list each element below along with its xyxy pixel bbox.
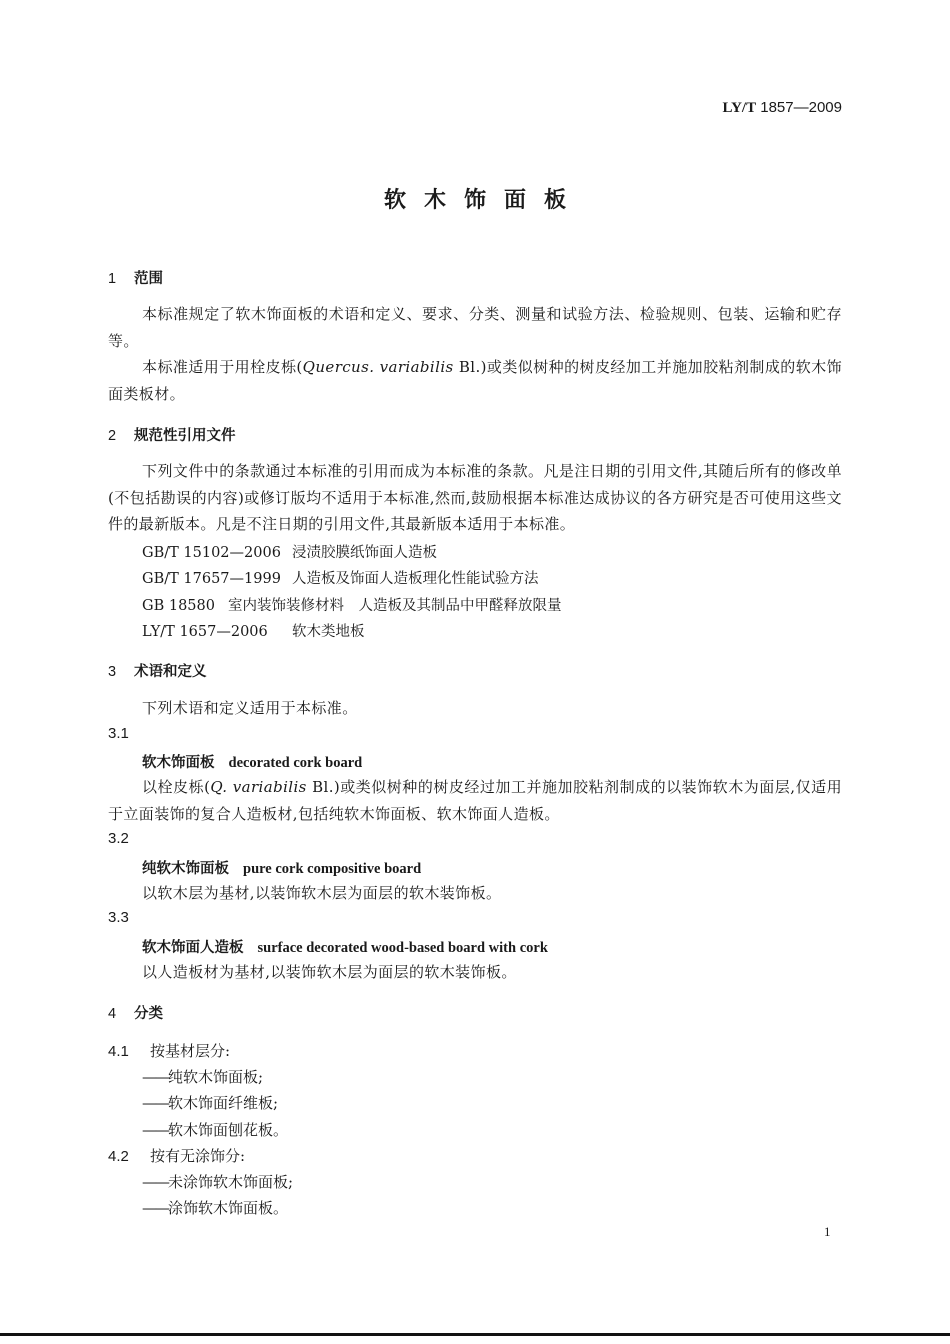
list-item	[142, 1092, 278, 1113]
list-item-text: 软木饰面刨花板。	[168, 1121, 289, 1139]
section-title: 术语和定义	[134, 664, 207, 680]
reference-title: 浸渍胶膜纸饰面人造板	[292, 545, 437, 561]
reference-code: GB 18580	[142, 598, 215, 614]
term-heading	[142, 857, 421, 878]
document-title: 软木饰面板	[383, 188, 584, 213]
reference-item	[142, 541, 437, 562]
list-item	[142, 1171, 293, 1192]
standard-code-prefix: LY/T	[722, 100, 757, 116]
section-1-paragraph-2	[108, 354, 842, 407]
classification-heading	[108, 1145, 245, 1166]
term-en: surface decorated wood-based board with cork	[257, 940, 548, 956]
section-1-paragraph-1: 本标准规定了软木饰面板的术语和定义、要求、分类、测量和试验方法、检验规则、包装、运输和贮存等。	[108, 305, 842, 350]
section-number: 1	[108, 271, 117, 287]
reference-code: GB/T 15102—2006	[142, 545, 281, 561]
section-3-intro: 下列术语和定义适用于本标准。	[142, 699, 358, 717]
term-definition	[108, 774, 842, 827]
list-item-text: 未涂饰软木饰面板;	[168, 1173, 294, 1191]
classification-number: 4.2	[108, 1148, 129, 1165]
dash-mark: ——	[142, 1068, 168, 1086]
page-number: 1	[824, 1224, 831, 1239]
section-3-heading	[108, 660, 207, 681]
term-definition: 以软木层为基材,以装饰软木层为面层的软木装饰板。	[142, 884, 502, 902]
section-1-heading	[108, 267, 163, 288]
reference-code: GB/T 17657—1999	[142, 571, 281, 587]
text-run: Bl.)或类似树种的树皮经过加工并施加胶粘剂制成的以装饰软木为面层,仅适用于立面装饰的复合人造板材,包括纯软木饰面板、软木饰面人造板。	[108, 778, 843, 823]
list-item-text: 纯软木饰面板;	[168, 1068, 264, 1086]
list-item-text: 涂饰软木饰面板。	[168, 1199, 289, 1217]
standard-code-number: 1857—2009	[760, 99, 842, 116]
dash-mark: ——	[142, 1121, 168, 1139]
reference-item	[142, 567, 539, 588]
section-4-heading	[108, 1002, 163, 1023]
section-number: 2	[108, 428, 117, 444]
section-number: 3	[108, 664, 117, 680]
text-run: 本标准适用于用栓皮栎(	[142, 358, 303, 376]
classification-label: 按有无涂饰分:	[150, 1147, 246, 1165]
section-title: 分类	[134, 1006, 163, 1022]
term-zh: 软木饰面人造板	[142, 940, 244, 956]
term-heading	[142, 751, 362, 772]
reference-code: LY/T 1657—2006	[142, 624, 268, 640]
term-zh: 纯软木饰面板	[142, 861, 229, 877]
section-title: 范围	[134, 271, 163, 287]
latin-name: Quercus. variabilis	[302, 358, 454, 376]
bottom-border	[0, 1333, 950, 1336]
section-2-paragraph: 下列文件中的条款通过本标准的引用而成为本标准的条款。凡是注日期的引用文件,其随后所有的修改单(不包括勘误的内容)或修订版均不适用于本标准,然而,鼓励根据本标准达成协议的各方研究是否可使用这些文件的最新版本。凡是不注日期的引用文件,其最新版本适用于本标准。	[108, 462, 842, 533]
standard-code	[722, 99, 842, 117]
section-number: 4	[108, 1006, 117, 1022]
dash-mark: ——	[142, 1173, 168, 1191]
section-title: 规范性引用文件	[134, 428, 236, 444]
text-run: 以栓皮栎(	[142, 778, 211, 796]
dash-mark: ——	[142, 1094, 168, 1112]
term-zh: 软木饰面板	[142, 755, 215, 771]
term-number: 3.3	[108, 909, 129, 926]
reference-title: 室内装饰装修材料 人造板及其制品中甲醛释放限量	[228, 598, 562, 614]
term-definition: 以人造板材为基材,以装饰软木层为面层的软木装饰板。	[142, 963, 517, 981]
list-item	[142, 1066, 263, 1087]
classification-label: 按基材层分:	[150, 1042, 231, 1060]
term-en: decorated cork board	[228, 755, 363, 771]
reference-title: 人造板及饰面人造板理化性能试验方法	[292, 571, 539, 587]
section-2-heading	[108, 424, 236, 445]
list-item-text: 软木饰面纤维板;	[168, 1094, 279, 1112]
text-run: Bl.)或类似树种的树皮经加工并施加胶粘剂制成的软木饰面类板材。	[108, 358, 842, 403]
classification-heading	[108, 1040, 230, 1061]
term-number: 3.2	[108, 830, 129, 847]
list-item	[142, 1119, 288, 1140]
reference-title: 软木类地板	[292, 624, 365, 640]
term-number: 3.1	[108, 725, 129, 742]
term-heading	[142, 936, 548, 957]
reference-item	[142, 594, 562, 615]
latin-name: Q. variabilis	[210, 778, 307, 796]
reference-item	[142, 620, 365, 641]
list-item	[142, 1197, 288, 1218]
classification-number: 4.1	[108, 1043, 129, 1060]
dash-mark: ——	[142, 1199, 168, 1217]
term-en: pure cork compositive board	[243, 861, 422, 877]
